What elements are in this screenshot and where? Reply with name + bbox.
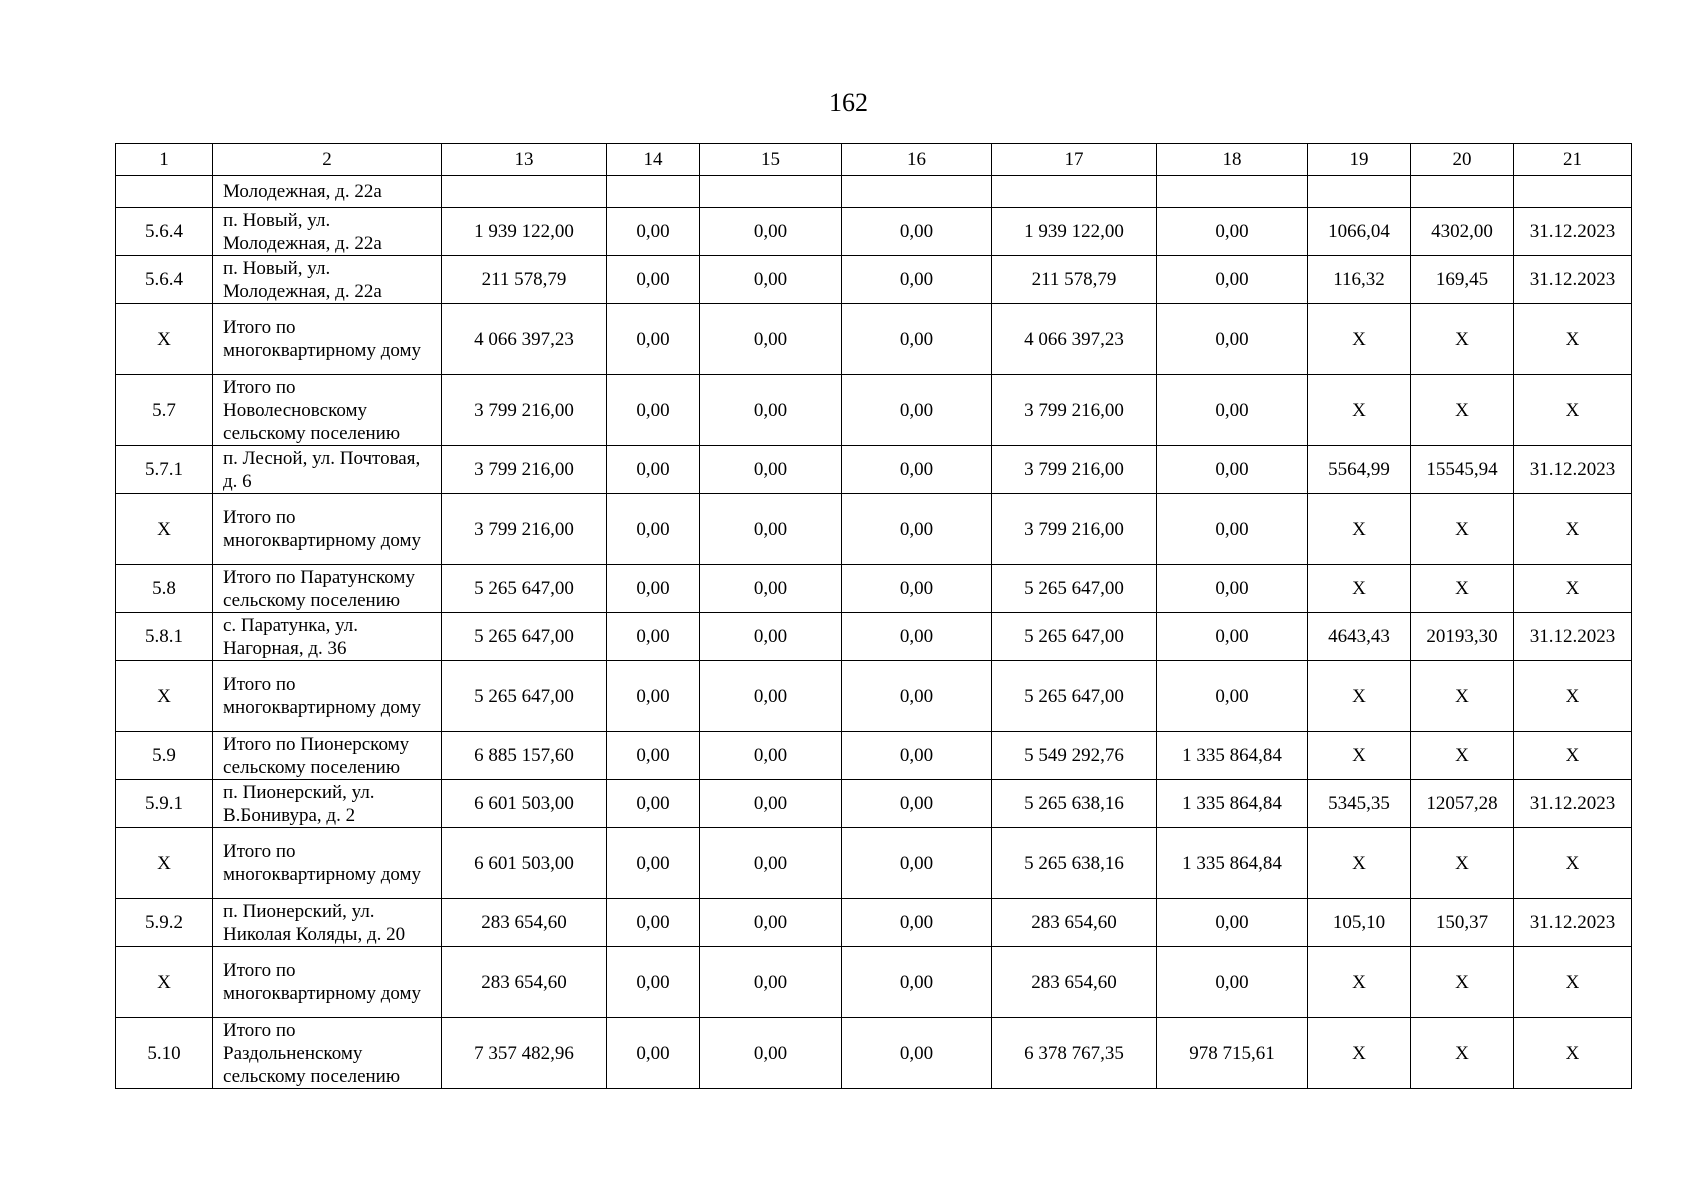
value-cell: X (1514, 494, 1632, 565)
header-row (116, 144, 1632, 176)
address-cell: Итого по Пионерскому сельскому поселению (213, 732, 442, 780)
value-cell: 0,00 (1157, 613, 1308, 661)
value-cell: 0,00 (842, 256, 992, 304)
value-cell: 31.12.2023 (1514, 208, 1632, 256)
row-number-cell: X (116, 304, 213, 375)
value-cell (607, 176, 700, 208)
value-cell: X (1411, 732, 1514, 780)
row-number-cell: 5.10 (116, 1018, 213, 1089)
value-cell (1157, 176, 1308, 208)
value-cell: X (1514, 565, 1632, 613)
value-cell: 0,00 (1157, 446, 1308, 494)
table-row (116, 613, 1632, 661)
value-cell: 31.12.2023 (1514, 613, 1632, 661)
value-cell: 0,00 (607, 304, 700, 375)
value-cell: 20193,30 (1411, 613, 1514, 661)
value-cell: 0,00 (607, 1018, 700, 1089)
value-cell: 31.12.2023 (1514, 780, 1632, 828)
value-cell: 3 799 216,00 (442, 494, 607, 565)
value-cell: 0,00 (700, 780, 842, 828)
value-cell: X (1411, 661, 1514, 732)
address-cell: п. Пионерский, ул. В.Бонивура, д. 2 (213, 780, 442, 828)
value-cell: 0,00 (1157, 565, 1308, 613)
value-cell: 3 799 216,00 (992, 494, 1157, 565)
value-cell: 0,00 (607, 780, 700, 828)
value-cell: 0,00 (700, 304, 842, 375)
address-cell: Итого по многоквартирному дому (213, 828, 442, 899)
value-cell: 0,00 (700, 828, 842, 899)
row-number-cell: 5.7.1 (116, 446, 213, 494)
value-cell: 0,00 (700, 565, 842, 613)
value-cell: X (1308, 565, 1411, 613)
value-cell: X (1411, 494, 1514, 565)
value-cell: 0,00 (607, 565, 700, 613)
value-cell: 0,00 (1157, 256, 1308, 304)
value-cell: X (1308, 947, 1411, 1018)
value-cell: X (1514, 732, 1632, 780)
row-number-cell: X (116, 947, 213, 1018)
address-cell: п. Пионерский, ул. Николая Коляды, д. 20 (213, 899, 442, 947)
value-cell: 0,00 (607, 375, 700, 446)
value-cell: X (1514, 304, 1632, 375)
table-row (116, 732, 1632, 780)
column-header: 14 (607, 144, 700, 176)
value-cell: 0,00 (842, 732, 992, 780)
value-cell: 1 939 122,00 (992, 208, 1157, 256)
column-header: 1 (116, 144, 213, 176)
value-cell: 0,00 (842, 304, 992, 375)
value-cell: 0,00 (700, 613, 842, 661)
value-cell (1308, 176, 1411, 208)
value-cell: 1066,04 (1308, 208, 1411, 256)
value-cell: X (1308, 661, 1411, 732)
value-cell (842, 176, 992, 208)
column-header: 17 (992, 144, 1157, 176)
value-cell: 0,00 (842, 375, 992, 446)
value-cell: 169,45 (1411, 256, 1514, 304)
address-cell: Итого по многоквартирному дому (213, 947, 442, 1018)
value-cell: 0,00 (842, 446, 992, 494)
column-header: 19 (1308, 144, 1411, 176)
table-row (116, 828, 1632, 899)
value-cell: 4 066 397,23 (442, 304, 607, 375)
value-cell: 283 654,60 (442, 947, 607, 1018)
value-cell: 15545,94 (1411, 446, 1514, 494)
row-number-cell: 5.8 (116, 565, 213, 613)
value-cell: 1 335 864,84 (1157, 780, 1308, 828)
value-cell: 5 265 647,00 (992, 565, 1157, 613)
row-number-cell: X (116, 494, 213, 565)
address-cell: с. Паратунка, ул. Нагорная, д. 36 (213, 613, 442, 661)
value-cell: X (1308, 494, 1411, 565)
value-cell: 5 265 638,16 (992, 828, 1157, 899)
table-row (116, 947, 1632, 1018)
value-cell: 0,00 (607, 494, 700, 565)
value-cell: 0,00 (842, 661, 992, 732)
budget-table (115, 143, 1632, 1089)
value-cell: 4643,43 (1308, 613, 1411, 661)
row-number-cell: 5.7 (116, 375, 213, 446)
value-cell: 0,00 (607, 256, 700, 304)
table-row (116, 494, 1632, 565)
row-number-cell: 5.6.4 (116, 256, 213, 304)
value-cell: 150,37 (1411, 899, 1514, 947)
column-header: 2 (213, 144, 442, 176)
value-cell: 6 378 767,35 (992, 1018, 1157, 1089)
value-cell: 1 939 122,00 (442, 208, 607, 256)
row-number-cell: X (116, 828, 213, 899)
column-header: 15 (700, 144, 842, 176)
value-cell: 5 549 292,76 (992, 732, 1157, 780)
value-cell: 0,00 (607, 613, 700, 661)
value-cell: X (1411, 1018, 1514, 1089)
value-cell: 0,00 (1157, 208, 1308, 256)
page-number: 162 (829, 88, 868, 117)
column-header: 21 (1514, 144, 1632, 176)
table-row (116, 176, 1632, 208)
value-cell (700, 176, 842, 208)
value-cell: 0,00 (607, 828, 700, 899)
value-cell: X (1514, 828, 1632, 899)
row-number-cell: 5.9.2 (116, 899, 213, 947)
value-cell: 0,00 (607, 899, 700, 947)
value-cell: 0,00 (607, 208, 700, 256)
value-cell: 0,00 (842, 613, 992, 661)
table-row (116, 1018, 1632, 1089)
table-row (116, 304, 1632, 375)
value-cell: 0,00 (607, 661, 700, 732)
value-cell: X (1514, 375, 1632, 446)
value-cell: 0,00 (842, 565, 992, 613)
value-cell: 0,00 (842, 828, 992, 899)
value-cell: 0,00 (842, 947, 992, 1018)
value-cell: 0,00 (700, 661, 842, 732)
value-cell: 0,00 (700, 256, 842, 304)
value-cell: 283 654,60 (992, 947, 1157, 1018)
value-cell: 5 265 647,00 (992, 613, 1157, 661)
value-cell: 5 265 647,00 (442, 613, 607, 661)
value-cell: 0,00 (700, 947, 842, 1018)
value-cell: 0,00 (607, 732, 700, 780)
value-cell: 0,00 (700, 732, 842, 780)
value-cell: 283 654,60 (442, 899, 607, 947)
value-cell: 6 885 157,60 (442, 732, 607, 780)
value-cell: 31.12.2023 (1514, 446, 1632, 494)
value-cell: 0,00 (842, 780, 992, 828)
value-cell: 6 601 503,00 (442, 780, 607, 828)
value-cell: 4302,00 (1411, 208, 1514, 256)
value-cell: 0,00 (1157, 661, 1308, 732)
value-cell: 211 578,79 (992, 256, 1157, 304)
row-number-cell: 5.6.4 (116, 208, 213, 256)
value-cell: 12057,28 (1411, 780, 1514, 828)
value-cell: 5 265 638,16 (992, 780, 1157, 828)
address-cell: Итого по многоквартирному дому (213, 304, 442, 375)
value-cell: X (1411, 375, 1514, 446)
value-cell: 0,00 (607, 947, 700, 1018)
value-cell (1411, 176, 1514, 208)
row-number-cell: 5.9.1 (116, 780, 213, 828)
value-cell: 0,00 (700, 375, 842, 446)
value-cell: 1 335 864,84 (1157, 828, 1308, 899)
table-body (116, 176, 1632, 1089)
value-cell: X (1308, 828, 1411, 899)
column-header: 18 (1157, 144, 1308, 176)
value-cell: X (1308, 1018, 1411, 1089)
value-cell: 6 601 503,00 (442, 828, 607, 899)
value-cell: 0,00 (1157, 375, 1308, 446)
address-cell: Итого по Паратунскому сельскому поселению (213, 565, 442, 613)
address-cell: п. Новый, ул. Молодежная, д. 22а (213, 208, 442, 256)
address-cell: Итого по Новолесновскому сельскому поселению (213, 375, 442, 446)
value-cell (992, 176, 1157, 208)
value-cell: X (1411, 565, 1514, 613)
value-cell: 3 799 216,00 (442, 375, 607, 446)
value-cell: 0,00 (700, 494, 842, 565)
value-cell: 5 265 647,00 (442, 565, 607, 613)
table-row (116, 780, 1632, 828)
value-cell: 0,00 (842, 494, 992, 565)
value-cell: 211 578,79 (442, 256, 607, 304)
value-cell: 0,00 (700, 1018, 842, 1089)
table-row (116, 565, 1632, 613)
value-cell: 0,00 (700, 446, 842, 494)
table-row (116, 208, 1632, 256)
value-cell: 1 335 864,84 (1157, 732, 1308, 780)
value-cell: 0,00 (1157, 899, 1308, 947)
value-cell: 0,00 (700, 899, 842, 947)
value-cell: X (1411, 828, 1514, 899)
value-cell: 4 066 397,23 (992, 304, 1157, 375)
value-cell: 7 357 482,96 (442, 1018, 607, 1089)
value-cell: 0,00 (1157, 947, 1308, 1018)
value-cell: 31.12.2023 (1514, 899, 1632, 947)
value-cell: 105,10 (1308, 899, 1411, 947)
table-row (116, 375, 1632, 446)
value-cell: 978 715,61 (1157, 1018, 1308, 1089)
table-row (116, 661, 1632, 732)
address-cell: Итого по Раздольненскому сельскому поселению (213, 1018, 442, 1089)
row-number-cell: 5.8.1 (116, 613, 213, 661)
value-cell: X (1411, 947, 1514, 1018)
value-cell: 0,00 (1157, 494, 1308, 565)
row-number-cell (116, 176, 213, 208)
value-cell: 3 799 216,00 (992, 375, 1157, 446)
value-cell: 0,00 (700, 208, 842, 256)
value-cell (442, 176, 607, 208)
address-cell: Молодежная, д. 22а (213, 176, 442, 208)
value-cell: 0,00 (842, 1018, 992, 1089)
value-cell: X (1514, 947, 1632, 1018)
value-cell: 5564,99 (1308, 446, 1411, 494)
value-cell: 0,00 (1157, 304, 1308, 375)
value-cell: X (1514, 661, 1632, 732)
value-cell: 3 799 216,00 (992, 446, 1157, 494)
row-number-cell: 5.9 (116, 732, 213, 780)
value-cell: X (1514, 1018, 1632, 1089)
value-cell: X (1308, 732, 1411, 780)
value-cell: 31.12.2023 (1514, 256, 1632, 304)
row-number-cell: X (116, 661, 213, 732)
table-row (116, 256, 1632, 304)
address-cell: п. Лесной, ул. Почтовая, д. 6 (213, 446, 442, 494)
value-cell: 0,00 (607, 446, 700, 494)
column-header: 13 (442, 144, 607, 176)
value-cell: X (1308, 375, 1411, 446)
column-header: 16 (842, 144, 992, 176)
address-cell: п. Новый, ул. Молодежная, д. 22а (213, 256, 442, 304)
value-cell: 0,00 (842, 208, 992, 256)
value-cell: 5 265 647,00 (992, 661, 1157, 732)
value-cell: 0,00 (842, 899, 992, 947)
table-row (116, 446, 1632, 494)
value-cell: 116,32 (1308, 256, 1411, 304)
address-cell: Итого по многоквартирному дому (213, 661, 442, 732)
value-cell: 283 654,60 (992, 899, 1157, 947)
value-cell: X (1308, 304, 1411, 375)
value-cell: 5345,35 (1308, 780, 1411, 828)
address-cell: Итого по многоквартирному дому (213, 494, 442, 565)
value-cell: X (1411, 304, 1514, 375)
column-header: 20 (1411, 144, 1514, 176)
value-cell: 5 265 647,00 (442, 661, 607, 732)
value-cell: 3 799 216,00 (442, 446, 607, 494)
value-cell (1514, 176, 1632, 208)
table-row (116, 899, 1632, 947)
